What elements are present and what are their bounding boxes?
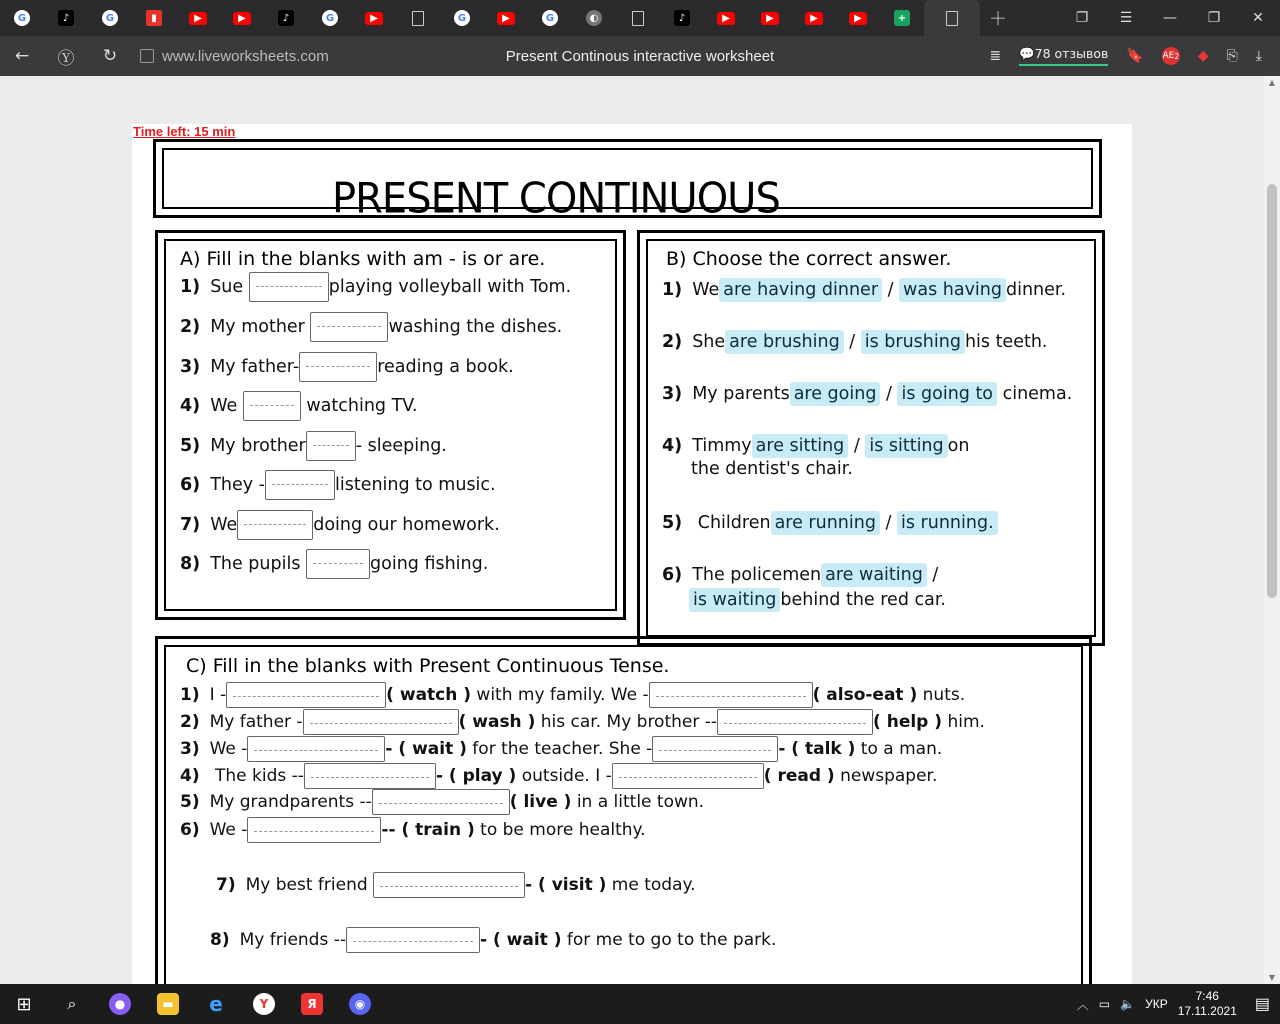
- item-text-after: dinner.: [1006, 280, 1067, 300]
- section-b-item-continued: the dentist's chair.: [691, 459, 853, 479]
- item-text-before: We: [210, 515, 238, 535]
- section-b-item: [662, 511, 998, 535]
- item-number: 1): [180, 685, 200, 705]
- section-b-item-continued: [689, 588, 946, 612]
- section-c-heading: C) Fill in the blanks with Present Continuous Tense.: [186, 655, 670, 677]
- option-separator: /: [879, 513, 897, 533]
- tab-3[interactable]: [132, 0, 176, 36]
- internet-explorer-icon[interactable]: e: [209, 992, 223, 1016]
- yandex-icon[interactable]: Ⓨ: [57, 48, 75, 69]
- youtube-icon: ▶: [189, 12, 207, 25]
- tab-8[interactable]: [352, 0, 396, 36]
- item-number: 3): [180, 357, 201, 377]
- alice-icon[interactable]: ●: [96, 984, 144, 1024]
- answer-input[interactable]: [226, 682, 386, 708]
- section-c-item: [180, 817, 646, 843]
- volume-icon[interactable]: 🔈: [1120, 997, 1136, 1011]
- yandex-icon[interactable]: Я: [288, 984, 336, 1024]
- tab-6[interactable]: [264, 0, 308, 36]
- item-text: to a man.: [855, 739, 943, 759]
- tiktok-icon: ♪: [278, 10, 294, 26]
- tab-1[interactable]: [44, 0, 88, 36]
- answer-option[interactable]: are going: [790, 382, 881, 406]
- item-number: 6): [662, 565, 683, 585]
- scroll-up-arrow[interactable]: ▲: [1268, 78, 1276, 87]
- answer-input[interactable]: [237, 510, 313, 540]
- discord-icon[interactable]: ◉: [336, 984, 384, 1024]
- answer-option[interactable]: are waiting: [821, 563, 927, 587]
- section-c-item: [180, 789, 704, 815]
- item-number: 3): [662, 384, 683, 404]
- new-tab-button[interactable]: ＋: [989, 9, 1007, 30]
- item-number: 6): [180, 475, 201, 495]
- extension-count: 2: [1174, 51, 1180, 61]
- option-separator: /: [848, 436, 866, 456]
- item-number: 8): [180, 554, 201, 574]
- google-icon: G: [542, 10, 558, 26]
- option-separator: /: [880, 384, 898, 404]
- section-b-item: [662, 278, 1066, 302]
- section-a-item: [180, 272, 571, 302]
- answer-input[interactable]: [612, 763, 764, 789]
- item-text: his car. My brother --: [535, 712, 718, 732]
- section-a-item: [180, 391, 418, 421]
- answer-option[interactable]: is waiting: [689, 588, 780, 612]
- section-a-item: [180, 549, 488, 579]
- tab-active-worksheet[interactable]: [924, 0, 980, 36]
- document-icon: [412, 11, 424, 26]
- answer-input[interactable]: [346, 927, 480, 953]
- page-scrollbar[interactable]: [1264, 76, 1280, 984]
- answer-input[interactable]: [652, 736, 778, 762]
- item-text: for the teacher. She -: [466, 739, 653, 759]
- answer-option[interactable]: is running.: [897, 511, 998, 535]
- reviews-count: 78 отзывов: [1034, 46, 1109, 61]
- item-text-after: behind the red car.: [780, 590, 946, 610]
- google-icon: G: [322, 10, 338, 26]
- taskbar: [0, 984, 1280, 1024]
- answer-input[interactable]: [299, 352, 377, 382]
- tab-14[interactable]: [616, 0, 660, 36]
- item-text-before: We: [210, 396, 243, 416]
- section-a-heading: A) Fill in the blanks with am - is or are.: [180, 248, 546, 270]
- section-c-item: [216, 872, 696, 898]
- item-text: him.: [942, 712, 985, 732]
- item-text: My friends --: [239, 930, 346, 950]
- answer-option[interactable]: are running: [771, 511, 880, 535]
- notifications-icon[interactable]: ▤: [1254, 996, 1270, 1013]
- lock-icon: [140, 49, 154, 63]
- youtube-icon: ▶: [805, 12, 823, 25]
- item-text-after: listening to music.: [334, 475, 496, 495]
- verb-hint: ( read ): [763, 766, 835, 786]
- scroll-thumb[interactable]: [1267, 184, 1277, 598]
- google-icon: G: [102, 10, 118, 26]
- section-b-heading: B) Choose the correct answer.: [666, 248, 952, 270]
- answer-input[interactable]: [304, 763, 436, 789]
- youtube-icon: ▶: [365, 12, 383, 25]
- title-frame: [153, 139, 1102, 224]
- section-c-item: [180, 709, 985, 735]
- url-field[interactable]: [132, 42, 337, 70]
- section-c-item: [180, 763, 937, 789]
- scroll-down-arrow[interactable]: ▼: [1268, 973, 1276, 982]
- option-separator: /: [882, 280, 900, 300]
- item-text-before: My brother: [210, 436, 306, 456]
- answer-option[interactable]: is going to: [897, 382, 997, 406]
- bookmark-icon[interactable]: 🔖: [1126, 48, 1144, 64]
- tab-15[interactable]: [660, 0, 704, 36]
- item-text: outside. I -: [516, 766, 612, 786]
- section-b-item: [662, 563, 938, 587]
- timer-label: Time left: 15 min: [133, 124, 236, 139]
- item-text: We -: [209, 739, 248, 759]
- tab-strip: [0, 0, 924, 36]
- restore-button[interactable]: ❐: [1207, 10, 1221, 26]
- tab-18[interactable]: [792, 0, 836, 36]
- item-text-before: The pupils: [210, 554, 307, 574]
- worksheet: [132, 124, 1132, 984]
- item-text-before: My parents: [692, 384, 790, 404]
- verb-hint: - ( talk ): [778, 739, 856, 759]
- answer-input[interactable]: [247, 817, 381, 843]
- tab-4[interactable]: [176, 0, 220, 36]
- section-b-item: [662, 382, 1072, 406]
- download-arrow-icon[interactable]: ⤓: [1255, 48, 1262, 64]
- search-icon[interactable]: ⌕: [67, 994, 77, 1013]
- collections-icon[interactable]: ❐: [1075, 10, 1089, 26]
- network-icon[interactable]: ▭: [1098, 997, 1111, 1011]
- globe-icon: ◐: [586, 10, 602, 26]
- tab-12[interactable]: [528, 0, 572, 36]
- answer-input[interactable]: [372, 789, 510, 815]
- item-number: 1): [662, 280, 683, 300]
- document-icon: [632, 11, 644, 26]
- item-text: me today.: [606, 875, 696, 895]
- answer-option[interactable]: is brushing: [861, 330, 965, 354]
- tab-bar: [0, 0, 1280, 36]
- document-icon: [946, 11, 958, 26]
- tab-0[interactable]: [0, 0, 44, 36]
- verb-hint: ( wash ): [458, 712, 536, 732]
- item-text: for me to go to the park.: [561, 930, 777, 950]
- item-text-after: doing our homework.: [313, 515, 500, 535]
- item-number: 7): [180, 515, 201, 535]
- item-text-before: Timmy: [692, 436, 752, 456]
- item-number: 7): [216, 875, 236, 895]
- language-indicator[interactable]: УКР: [1145, 997, 1168, 1011]
- tab-11[interactable]: [484, 0, 528, 36]
- tab-13[interactable]: [572, 0, 616, 36]
- answer-input[interactable]: [306, 549, 370, 579]
- item-number: 4): [180, 396, 201, 416]
- item-text-after: reading a book.: [377, 357, 514, 377]
- address-bar: [0, 36, 1280, 76]
- item-text-after: cinema.: [997, 384, 1073, 404]
- item-text-before: The policemen: [692, 565, 822, 585]
- minimize-button[interactable]: —: [1163, 10, 1177, 26]
- verb-hint: ( watch ): [386, 685, 472, 705]
- section-c-item: [180, 682, 965, 708]
- item-text: The kids --: [209, 766, 304, 786]
- section-b-item: [662, 434, 969, 458]
- back-button[interactable]: ←: [14, 46, 30, 66]
- clock-time: 7:46: [1195, 989, 1219, 1003]
- verb-hint: ( live ): [509, 792, 572, 812]
- item-number: 4): [180, 766, 200, 786]
- item-text-after: - sleeping.: [355, 436, 447, 456]
- item-number: 2): [662, 332, 683, 352]
- item-text-before: She: [692, 332, 726, 352]
- section-a-item: [180, 352, 514, 382]
- item-text: nuts.: [917, 685, 966, 705]
- item-text: I -: [209, 685, 227, 705]
- youtube-icon: ▶: [717, 12, 735, 25]
- item-text: in a little town.: [571, 792, 705, 812]
- section-a-item: [180, 312, 562, 342]
- tab-19[interactable]: [836, 0, 880, 36]
- item-text-after: on: [947, 436, 970, 456]
- tiktok-icon: ♪: [674, 10, 690, 26]
- item-text-before: My father-: [210, 357, 300, 377]
- section-c-item: [180, 736, 942, 762]
- item-text-before: We: [692, 280, 720, 300]
- tab-17[interactable]: [748, 0, 792, 36]
- answer-option[interactable]: are sitting: [752, 434, 849, 458]
- clock-date: 17.11.2021: [1177, 1004, 1237, 1018]
- verb-hint: - ( wait ): [385, 739, 467, 759]
- youtube-icon: ▶: [233, 12, 251, 25]
- answer-option[interactable]: are brushing: [725, 330, 844, 354]
- reviews-button[interactable]: 💬78 отзывов: [1019, 46, 1108, 66]
- item-text-after: playing volleyball with Tom.: [328, 277, 572, 297]
- item-text-before: Children: [692, 513, 771, 533]
- tray-expand-icon[interactable]: ︿: [1076, 997, 1089, 1012]
- section-a-item: [180, 431, 447, 461]
- worksheet-title: PRESENT CONTINUOUS: [332, 174, 780, 224]
- item-text: newspaper.: [834, 766, 938, 786]
- news-icon: ▮: [146, 10, 162, 26]
- answer-input[interactable]: [243, 391, 301, 421]
- tab-9[interactable]: [396, 0, 440, 36]
- tiktok-icon: ♪: [58, 10, 74, 26]
- verb-hint: ( also-eat ): [812, 685, 918, 705]
- item-text-after: his teeth.: [964, 332, 1048, 352]
- url-text: www.liveworksheets.com: [162, 47, 329, 65]
- option-separator: /: [926, 565, 939, 585]
- answer-option[interactable]: was having: [899, 278, 1006, 302]
- item-number: 4): [662, 436, 683, 456]
- reload-button[interactable]: ↻: [102, 46, 118, 66]
- answer-input[interactable]: [303, 709, 459, 735]
- verb-hint: -- ( train ): [381, 820, 475, 840]
- option-separator: /: [843, 332, 861, 352]
- item-text: My best friend: [245, 875, 374, 895]
- item-text-after: going fishing.: [370, 554, 489, 574]
- start-button[interactable]: ⊞: [16, 993, 32, 1015]
- item-text-before: They -: [210, 475, 265, 495]
- youtube-icon: ▶: [849, 12, 867, 25]
- verb-hint: - ( visit ): [525, 875, 607, 895]
- extension-badge[interactable]: AE 2: [1162, 47, 1180, 65]
- tab-20[interactable]: [880, 0, 924, 36]
- tab-2[interactable]: [88, 0, 132, 36]
- item-number: 5): [180, 792, 200, 812]
- explorer-icon[interactable]: ▬: [144, 984, 192, 1024]
- clock[interactable]: [1178, 989, 1237, 1019]
- item-text: with my family. We -: [471, 685, 649, 705]
- close-window-button[interactable]: ✕: [1252, 10, 1264, 26]
- menu-icon[interactable]: ☰: [1119, 10, 1133, 26]
- verb-hint: ( help ): [873, 712, 943, 732]
- tab-5[interactable]: [220, 0, 264, 36]
- answer-option[interactable]: is sitting: [865, 434, 947, 458]
- item-number: 5): [180, 436, 201, 456]
- item-number: 5): [662, 513, 683, 533]
- section-c-item: [210, 927, 776, 953]
- google-icon: G: [454, 10, 470, 26]
- item-text: to be more healthy.: [474, 820, 646, 840]
- item-number: 6): [180, 820, 200, 840]
- extension-icon[interactable]: ◆: [1197, 48, 1209, 64]
- answer-input[interactable]: [310, 312, 388, 342]
- section-a-item: [180, 510, 500, 540]
- page-viewport: [0, 76, 1264, 984]
- sheets-icon: +: [894, 10, 910, 26]
- answer-option[interactable]: are having dinner: [719, 278, 882, 302]
- item-number: 8): [210, 930, 230, 950]
- tab-10[interactable]: [440, 0, 484, 36]
- answer-input[interactable]: [247, 736, 385, 762]
- answer-input[interactable]: [306, 431, 356, 461]
- youtube-icon: ▶: [761, 12, 779, 25]
- item-number: 3): [180, 739, 200, 759]
- item-text-after: washing the dishes.: [388, 317, 563, 337]
- item-text: My grandparents --: [209, 792, 372, 812]
- answer-input[interactable]: [373, 872, 525, 898]
- answer-input[interactable]: [249, 272, 329, 302]
- section-a-item: [180, 470, 496, 500]
- section-b-item: [662, 330, 1047, 354]
- google-icon: G: [14, 10, 30, 26]
- item-text: My father -: [209, 712, 303, 732]
- answer-input[interactable]: [717, 709, 873, 735]
- item-text-before: My mother: [210, 317, 311, 337]
- downloads-icon[interactable]: ⎘: [1226, 48, 1238, 64]
- item-number: 2): [180, 712, 200, 732]
- answer-input[interactable]: [649, 682, 813, 708]
- page-title: Present Continous interactive worksheet: [505, 47, 775, 65]
- yandex-browser-icon[interactable]: Y: [240, 984, 288, 1024]
- youtube-icon: ▶: [497, 12, 515, 25]
- answer-input[interactable]: [265, 470, 335, 500]
- tab-7[interactable]: [308, 0, 352, 36]
- item-text-before: Sue: [210, 277, 249, 297]
- verb-hint: - ( play ): [435, 766, 517, 786]
- item-text: We -: [209, 820, 248, 840]
- reader-mode-icon[interactable]: ≣: [989, 48, 1002, 64]
- item-text-after: watching TV.: [300, 396, 418, 416]
- item-number: 2): [180, 317, 201, 337]
- verb-hint: - ( wait ): [480, 930, 562, 950]
- item-number: 1): [180, 277, 201, 297]
- tab-16[interactable]: [704, 0, 748, 36]
